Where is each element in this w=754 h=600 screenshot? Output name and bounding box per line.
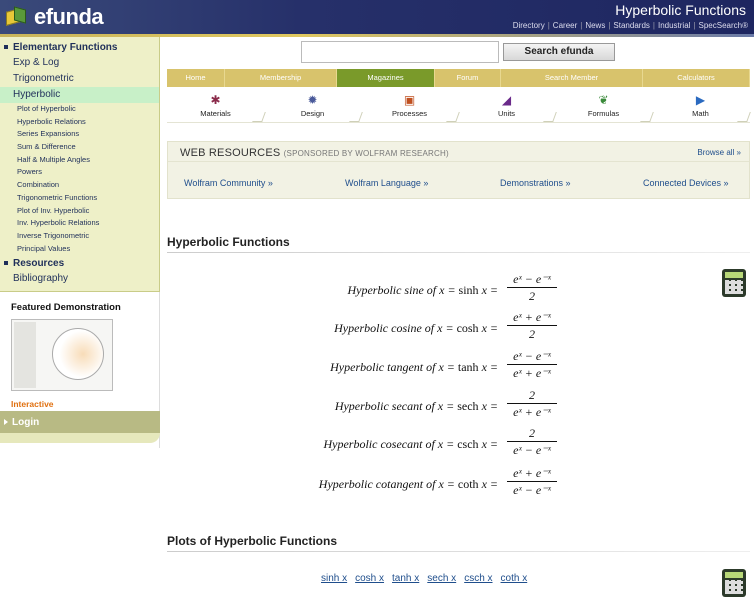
sidebar-heading-label: Elementary Functions — [13, 41, 118, 53]
search-row — [167, 37, 750, 65]
section-title-functions: Hyperbolic Functions — [167, 235, 290, 249]
smith-chart-thumbnail[interactable] — [11, 319, 113, 391]
icon-nav-label: Units — [497, 109, 516, 118]
sidebar-heading[interactable] — [0, 255, 159, 271]
separator: | — [580, 21, 583, 30]
icon-nav-label: Formulas — [587, 109, 620, 118]
sidebar-item[interactable]: Series Expansions — [17, 129, 80, 139]
formula-lhs: Hyperbolic cotangent of x = coth x = — [318, 477, 498, 491]
icon-nav-item[interactable] — [458, 87, 555, 122]
formula-var: x — [481, 283, 487, 297]
icon-nav-item[interactable] — [361, 87, 458, 122]
icon-nav — [167, 87, 750, 123]
formula-of: of — [426, 283, 437, 297]
logo-text: efunda — [34, 4, 104, 29]
nav-tab[interactable]: Magazines — [337, 69, 435, 87]
formula-lhs: Hyperbolic cosine of x = cosh x = — [334, 321, 498, 335]
fraction-numerator: 2 — [507, 387, 557, 404]
sidebar-item[interactable]: Powers — [17, 167, 43, 177]
sidebar-item[interactable]: Hyperbolic — [0, 87, 159, 103]
sidebar — [0, 37, 160, 600]
separator: | — [547, 21, 550, 30]
plot-link[interactable]: sech x — [427, 573, 457, 584]
web-resources-title — [180, 147, 449, 159]
box-icon: ▣ — [403, 93, 416, 107]
formula-row — [167, 387, 750, 423]
sidebar-item[interactable]: Principal Values — [17, 243, 71, 253]
sidebar-item[interactable]: Inverse Trigonometric — [17, 230, 90, 240]
section-rule — [167, 252, 750, 253]
fraction-numerator: 2 — [507, 425, 557, 442]
sidebar-item[interactable]: Trigonometric — [13, 73, 74, 84]
formula-row — [167, 309, 750, 345]
sidebar-item[interactable]: Bibliography — [13, 273, 69, 285]
top-link[interactable]: SpecSearch® — [698, 21, 748, 30]
formula-fn: cosh — [456, 321, 479, 335]
web-resource-link[interactable]: Wolfram Community » — [184, 178, 273, 188]
formula-var: x — [481, 399, 487, 413]
formula-var: x — [481, 321, 487, 335]
fraction-numerator: eˣ + e⁻ˣ — [507, 465, 557, 482]
fraction-denominator: 2 — [529, 327, 535, 341]
plot-link[interactable]: tanh x — [392, 573, 420, 584]
formula-of: of — [426, 477, 436, 491]
web-resource-link[interactable]: Wolfram Language » — [345, 178, 429, 188]
formula-var: x — [438, 477, 444, 491]
sidebar-item[interactable]: Combination — [17, 180, 60, 190]
molecule-icon: ✱ — [210, 93, 221, 107]
formula-of: of — [426, 360, 436, 374]
sidebar-menu — [0, 37, 160, 292]
formula-row — [167, 465, 750, 501]
calculator-icon[interactable] — [722, 269, 746, 297]
login-footer — [0, 433, 160, 443]
formula-fn: coth — [457, 477, 479, 491]
formula-lhs: Hyperbolic sine of x = sinh x = — [347, 283, 498, 297]
icon-nav-label: Materials — [200, 109, 231, 118]
logo-cube-icon — [4, 6, 28, 28]
gear-icon: ✹ — [307, 93, 318, 107]
formula-lhs: Hyperbolic cosecant of x = csch x = — [323, 437, 498, 451]
fraction-denominator: eˣ − e⁻ˣ — [513, 443, 551, 457]
icon-nav-label: Design — [300, 109, 325, 118]
leaf-icon: ❦ — [598, 93, 609, 107]
formula-fraction — [507, 271, 557, 305]
plot-links — [321, 573, 527, 584]
web-resources-heading: WEB RESOURCES — [180, 147, 281, 159]
nav-tab[interactable]: Search Member — [501, 69, 643, 87]
site-header — [0, 0, 754, 37]
formula-var: x — [437, 321, 443, 335]
formula-name: Hyperbolic cosine — [334, 321, 422, 335]
main-content — [167, 37, 750, 584]
formula-of: of — [425, 437, 435, 451]
fraction-denominator: eˣ + e⁻ˣ — [513, 405, 551, 419]
calculator-icon[interactable] — [722, 569, 746, 597]
sidebar-item[interactable]: Exp & Log — [13, 57, 60, 68]
formula-name: Hyperbolic sine — [347, 283, 424, 297]
formula-fn: tanh — [457, 360, 479, 374]
formula-name: Hyperbolic cosecant — [323, 437, 423, 451]
formula-var: x — [481, 437, 487, 451]
fraction-denominator: eˣ + e⁻ˣ — [513, 366, 551, 380]
formula-lhs: Hyperbolic tangent of x = tanh x = — [330, 360, 498, 374]
login-label: Login — [12, 416, 40, 428]
sidebar-heading[interactable] — [0, 39, 159, 55]
formula-var: x — [438, 360, 444, 374]
formula-row — [167, 348, 750, 384]
fraction-numerator: eˣ − e⁻ˣ — [507, 271, 557, 288]
nav-tab[interactable]: Membership — [225, 69, 337, 87]
sidebar-heading-label: Resources — [13, 257, 65, 269]
nav-tab[interactable]: Forum — [435, 69, 501, 87]
sidebar-item[interactable]: Plot of Inv. Hyperbolic — [17, 205, 90, 215]
sidebar-item[interactable]: Inv. Hyperbolic Relations — [17, 218, 100, 228]
formula-fraction — [507, 387, 557, 421]
plot-link[interactable]: csch x — [464, 573, 493, 584]
formula-row — [167, 271, 750, 307]
formula-name: Hyperbolic cotangent — [318, 477, 424, 491]
section-title-plots: Plots of Hyperbolic Functions — [167, 534, 338, 548]
formula-lhs: Hyperbolic secant of x = sech x = — [334, 399, 498, 413]
formula-fraction — [507, 309, 557, 343]
sidebar-item[interactable]: Plot of Hyperbolic — [17, 104, 76, 113]
top-link[interactable]: News — [585, 21, 606, 30]
search-button[interactable]: Search efunda — [503, 43, 615, 61]
sidebar-item[interactable]: Hyperbolic Relations — [17, 116, 86, 126]
top-link[interactable]: Career — [552, 21, 578, 30]
formula-fn: csch — [457, 437, 479, 451]
separator: | — [608, 21, 611, 30]
formula-var: x — [481, 477, 487, 491]
formula-name: Hyperbolic secant — [334, 399, 423, 413]
separator: | — [652, 21, 655, 30]
web-resources — [167, 141, 750, 199]
featured-link-line1: Interactive — [11, 399, 54, 409]
icon-nav-label: Processes — [391, 109, 427, 118]
web-resource-link[interactable]: Demonstrations » — [500, 178, 571, 188]
fraction-numerator: eˣ + e⁻ˣ — [507, 309, 557, 326]
search-input[interactable] — [301, 41, 499, 63]
icon-nav-item[interactable] — [652, 87, 749, 122]
arrow-right-icon — [4, 419, 8, 425]
formula-fraction — [507, 465, 557, 499]
formula-fn: sinh — [458, 283, 479, 297]
formula-var: x — [437, 399, 444, 413]
plot-link[interactable]: cosh x — [355, 573, 385, 584]
formula-name: Hyperbolic tangent — [330, 360, 424, 374]
main-nav — [167, 69, 750, 87]
separator: | — [693, 21, 696, 30]
fraction-denominator: 2 — [529, 289, 535, 303]
icon-nav-item[interactable] — [555, 87, 652, 122]
page-title: Hyperbolic Functions — [615, 2, 746, 18]
top-link[interactable]: Standards — [613, 21, 650, 30]
plot-link[interactable]: coth x — [500, 573, 528, 584]
fraction-numerator: eˣ − e⁻ˣ — [507, 348, 557, 365]
ruler-icon: ◢ — [501, 93, 512, 107]
formula-var: x — [439, 283, 445, 297]
login-button[interactable] — [0, 411, 160, 433]
top-link[interactable]: Industrial — [657, 21, 691, 30]
formula-fn: sech — [457, 399, 479, 413]
bullet-icon — [4, 45, 8, 49]
top-links — [513, 21, 748, 30]
formula-var: x — [437, 437, 444, 451]
icon-nav-label: Math — [692, 109, 709, 118]
nav-tab[interactable]: Calculators — [643, 69, 750, 87]
nav-tab[interactable]: Home — [167, 69, 225, 87]
formula-var: x — [481, 360, 487, 374]
sidebar-item[interactable]: Half & Multiple Angles — [17, 154, 90, 164]
top-link[interactable]: Directory — [512, 21, 545, 30]
formula-fraction — [507, 425, 557, 459]
plot-link[interactable]: sinh x — [321, 573, 348, 584]
web-resources-sponsor: (SPONSORED BY WOLFRAM RESEARCH) — [283, 149, 449, 158]
formula-fraction — [507, 348, 557, 382]
icon-nav-item[interactable] — [167, 87, 264, 122]
play-icon: ▶ — [695, 93, 706, 107]
web-resource-link[interactable]: Connected Devices » — [643, 178, 729, 188]
featured-title: Featured Demonstration — [11, 302, 121, 313]
efunda-logo[interactable] — [4, 4, 103, 30]
icon-nav-item[interactable] — [264, 87, 361, 122]
fraction-denominator: eˣ − e⁻ˣ — [513, 483, 551, 497]
formula-of: of — [425, 399, 435, 413]
bullet-icon — [4, 261, 8, 265]
formula-of: of — [424, 321, 435, 335]
formula-row — [167, 425, 750, 461]
browse-all-link[interactable]: Browse all » — [697, 148, 741, 157]
sidebar-item[interactable]: Trigonometric Functions — [17, 192, 98, 202]
section-rule — [167, 551, 750, 552]
divider — [737, 112, 751, 122]
sidebar-item[interactable]: Sum & Difference — [17, 142, 76, 152]
